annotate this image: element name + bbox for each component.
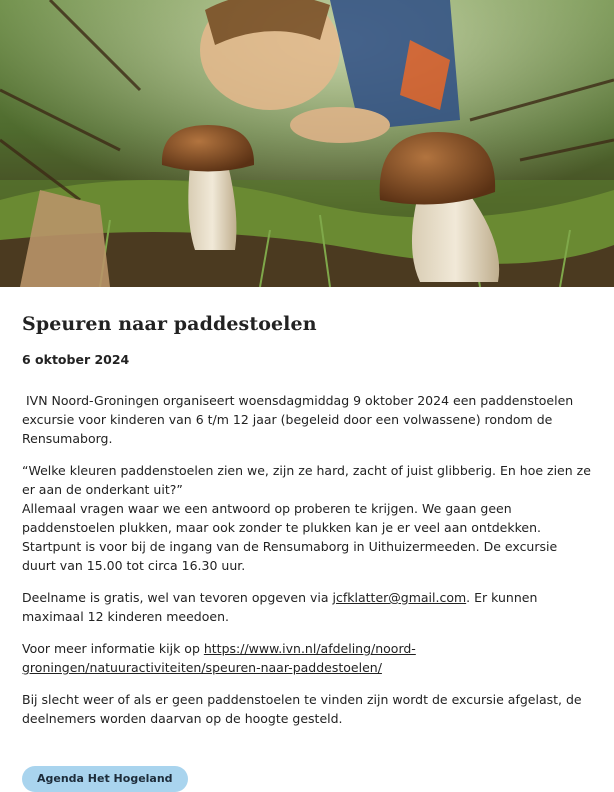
article-date: 6 oktober 2024 bbox=[22, 352, 130, 367]
weather-paragraph: Bij slecht weer of als er geen paddenstoelen te vinden zijn wordt de excursie afgelast, de deelnemers worden daarvan op de hoogte gesteld. bbox=[22, 692, 582, 726]
answer-line: Allemaal vragen waar we een antwoord op proberen te krijgen. We gaan geen paddenstoelen plukken, maar ook zonder te plukken kan je er veel aan ontdekken. bbox=[22, 501, 541, 535]
agenda-button[interactable]: Agenda Het Hogeland bbox=[22, 766, 188, 792]
info-link[interactable]: https://www.ivn.nl/afdeling/noord-groningen/natuuractiviteiten/speuren-naar-paddestoelen/ bbox=[22, 641, 416, 675]
info-text: Voor meer informatie kijk op bbox=[22, 641, 204, 656]
question-line: “Welke kleuren paddenstoelen zien we, zijn ze hard, zacht of juist glibberig. En hoe zien ze er aan de onderkant uit?” bbox=[22, 463, 591, 497]
article bbox=[0, 311, 614, 792]
registration-paragraph bbox=[22, 588, 592, 626]
startpoint-line: Startpunt is voor bij de ingang van de Rensumaborg in Uithuizermeeden. De excursie duurt van 15.00 tot circa 16.30 uur. bbox=[22, 539, 558, 573]
info-paragraph bbox=[22, 639, 592, 677]
intro-paragraph bbox=[22, 391, 592, 448]
email-link[interactable]: jcfklatter@gmail.com bbox=[332, 590, 467, 605]
registration-text: Deelname is gratis, wel van tevoren opgeven via bbox=[22, 590, 333, 605]
registration-text-end: . Er kunnen maximaal 12 kinderen meedoen. bbox=[22, 590, 538, 624]
hero-image bbox=[0, 0, 614, 287]
questions-paragraph bbox=[22, 461, 592, 575]
intro-text: IVN Noord-Groningen organiseert woensdagmiddag 9 oktober 2024 een paddenstoelen excursie voor kinderen van 6 t/m 12 jaar (begeleid door een volwassene) rondom de Rensumaborg. bbox=[22, 393, 574, 446]
page-title: Speuren naar paddestoelen bbox=[22, 313, 317, 335]
